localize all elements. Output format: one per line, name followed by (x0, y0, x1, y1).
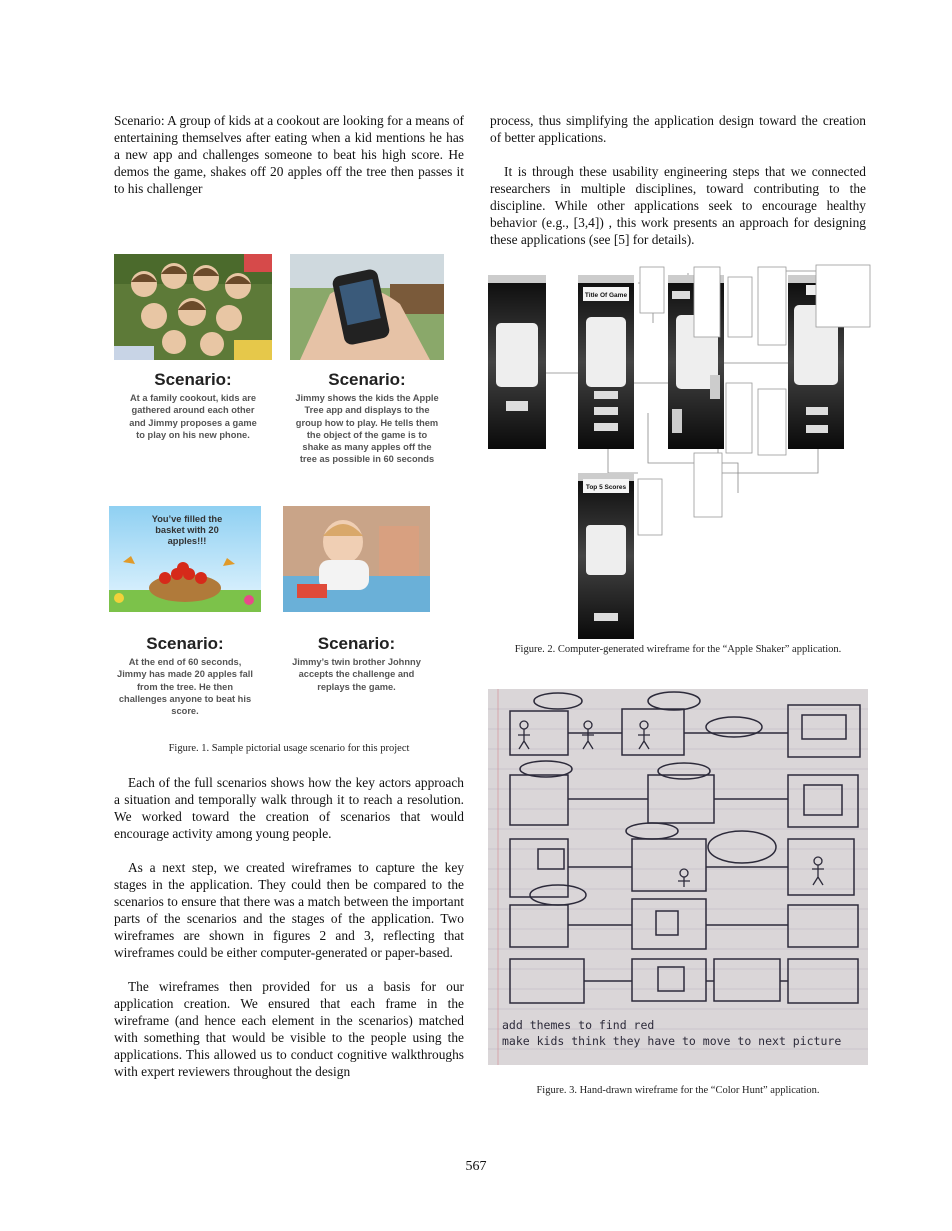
panel-3-text: At the end of 60 seconds, Jimmy has made 20 apples fall from the tree. He then challenges anyone to beat his score. (117, 657, 253, 717)
panel-4-text: Jimmy’s twin brother Johnny accepts the challenge and replays the game. (292, 657, 421, 692)
figure-3-caption: Figure. 3. Hand-drawn wireframe for the “Color Hunt” application. (536, 1085, 820, 1096)
title-of-game-label: Title Of Game (584, 292, 628, 299)
page-number: 567 (465, 1159, 487, 1174)
figure-2-wireframe (488, 263, 872, 641)
panel-3-title: Scenario: (146, 634, 224, 653)
panel-4-title: Scenario: (317, 634, 396, 653)
game-banner: You’ve filled the basket with 20 apples!!! (151, 514, 223, 546)
sketch-note-2: make kids think they have to move to next picture (502, 1034, 842, 1048)
figure-1-caption: Figure. 1. Sample pictorial usage scenario for this project (168, 743, 410, 754)
panel-2-title: Scenario: (328, 370, 406, 389)
figure-2-caption: Figure. 2. Computer-generated wireframe for the “Apple Shaker” application. (514, 644, 842, 655)
kids-circle-photo (114, 254, 272, 360)
phone-in-hand-photo (290, 254, 444, 360)
right-paragraph-1: process, thus simplifying the application design toward the creation of better applications. (490, 113, 866, 145)
panel-1-title: Scenario: (154, 370, 232, 389)
sketch-note-1: add themes to find red (502, 1018, 655, 1032)
right-paragraph-2: It is through these usability engineering steps that we connected researchers in multiple disciplines, toward contributing to the discipline. While other applications seek to encourage healthy behavior (e.g., [3,4]) , this work presents an approach for designing these applications (see [5] for details). (490, 164, 866, 247)
game-screenshot (109, 506, 261, 612)
left-paragraph-2: As a next step, we created wireframes to capture the key stages in the application. They could then be compared to the scenarios to ensure that there was a match between the important parts of the scenarios and the stages of the application. Two wireframes are shown in figures 2 and 3, reflecting that wireframes could be either computer-generated or paper-based. (114, 860, 464, 960)
right-column (490, 112, 866, 248)
left-body (114, 774, 464, 1080)
boy-at-table-photo (283, 506, 430, 612)
scenario-intro: Scenario: A group of kids at a cookout are looking for a means of entertaining themselves after eating when a kid mentions he has a new app and challenges someone to beat his high score. He demos the game, shakes off 20 apples off the tree then passes it to his challenger (114, 113, 464, 196)
left-column (114, 112, 464, 197)
panel-1-text: At a family cookout, kids are gathered around each other and Jimmy proposes a game to play on his new phone. (129, 393, 257, 440)
panel-2-text: Jimmy shows the kids the Apple Tree app and displays to the group how to play. He tells them the object of the game is to shake as many apples off the tree as possible in 60 seconds (295, 393, 439, 465)
left-paragraph-1: Each of the full scenarios shows how the key actors approach a situation and temporally walk through it to reach a resolution. We worked toward the creation of scenarios that would encourage activity among young people. (114, 775, 464, 841)
figure-3-sketch (488, 689, 868, 1065)
left-paragraph-3: The wireframes then provided for us a basis for our application creation. We ensured that each frame in the wireframe (and hence each element in the scenarios) matched with something that would be visible to the people using the applications. This allowed us to conduct cognitive walkthroughs with expert reviewers throughout the design (114, 979, 464, 1079)
top-scores-label: Top 5 Scores (585, 484, 627, 491)
